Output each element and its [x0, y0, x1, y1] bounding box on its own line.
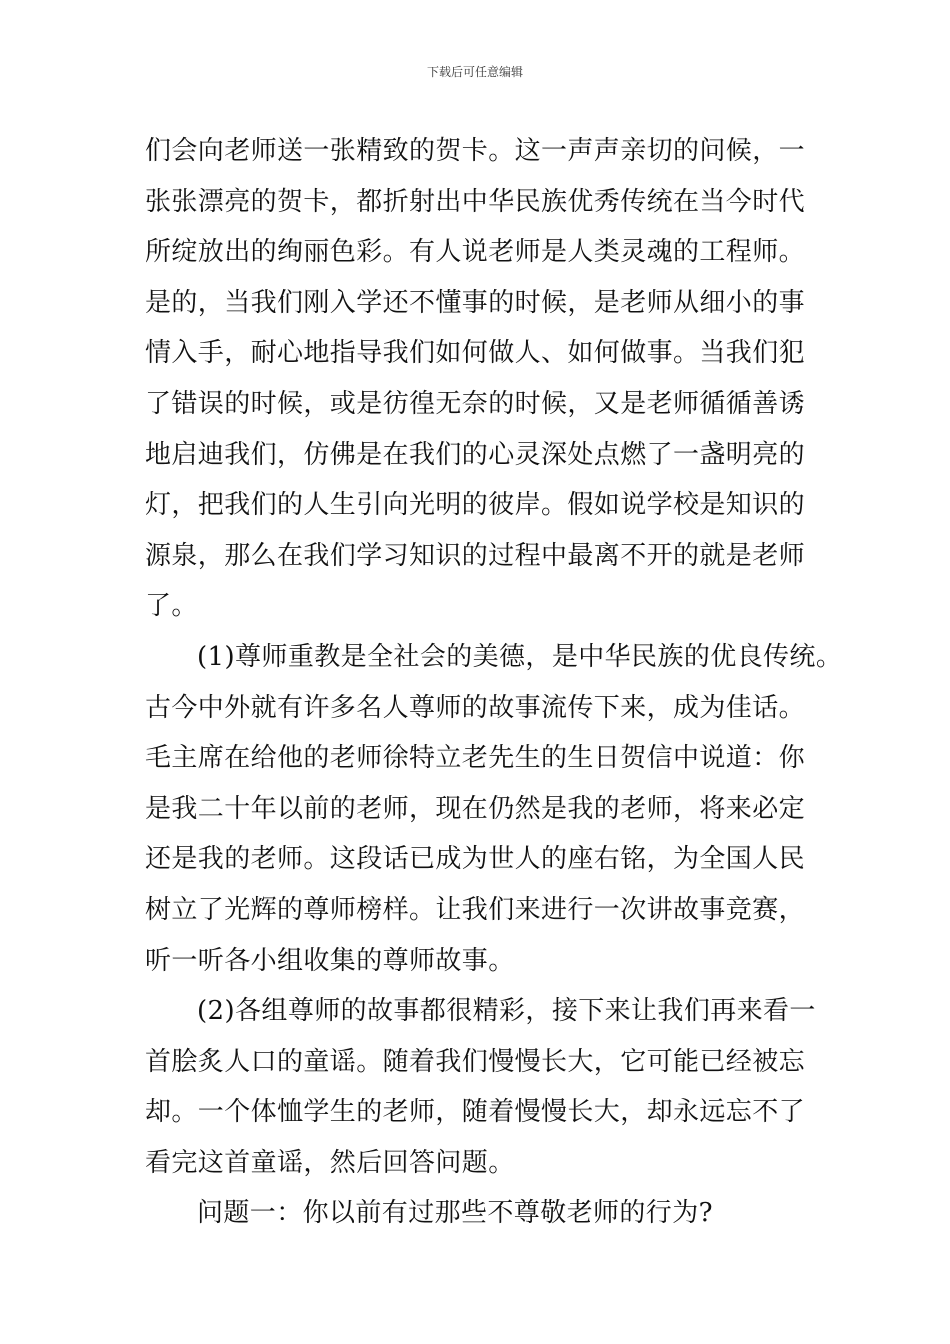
paragraph-start-line: (1)尊师重教是全社会的美德，是中华民族的优良传统。 [197, 641, 843, 672]
text-line: 源泉，那么在我们学习知识的过程中最离不开的就是老师 [145, 540, 806, 571]
text-line: 所绽放出的绚丽色彩。有人说老师是人类灵魂的工程师。 [145, 237, 806, 268]
text-line: 听一听各小组收集的尊师故事。 [145, 945, 515, 976]
text-line: 了。 [145, 591, 198, 622]
paragraph-start-line: (2)各组尊师的故事都很精彩，接下来让我们再来看一 [197, 996, 816, 1027]
text-line: 地启迪我们，仿佛是在我们的心灵深处点燃了一盏明亮的 [145, 439, 806, 470]
page-header: 下载后可任意编辑 [426, 65, 523, 79]
text-line: 却。一个体恤学生的老师，随着慢慢长大，却永远忘不了 [145, 1097, 806, 1128]
text-line: 了错误的时候，或是彷徨无奈的时候，又是老师循循善诱 [145, 388, 806, 419]
question-line: 问题一：你以前有过那些不尊敬老师的行为? [197, 1198, 713, 1229]
text-line: 看完这首童谣，然后回答问题。 [145, 1147, 515, 1178]
text-line: 毛主席在给他的老师徐特立老先生的生日贺信中说道：你 [145, 743, 806, 774]
text-line: 灯，把我们的人生引向光明的彼岸。假如说学校是知识的 [145, 490, 806, 521]
text-line: 是的，当我们刚入学还不懂事的时候，是老师从细小的事 [145, 287, 806, 318]
text-line: 是我二十年以前的老师，现在仍然是我的老师，将来必定 [145, 793, 806, 824]
text-line: 情入手，耐心地指导我们如何做人、如何做事。当我们犯 [145, 338, 806, 369]
text-line: 古今中外就有许多名人尊师的故事流传下来，成为佳话。 [145, 692, 806, 723]
document-body [145, 126, 843, 1239]
text-line: 们会向老师送一张精致的贺卡。这一声声亲切的问候，一 [145, 136, 806, 166]
text-line: 张张漂亮的贺卡，都折射出中华民族优秀传统在当今时代 [145, 186, 806, 217]
text-line: 树立了光辉的尊师榜样。让我们来进行一次讲故事竞赛， [145, 894, 806, 925]
text-line: 首脍炙人口的童谣。随着我们慢慢长大，它可能已经被忘 [145, 1046, 806, 1077]
text-line: 还是我的老师。这段话已成为世人的座右铭，为全国人民 [145, 844, 806, 875]
